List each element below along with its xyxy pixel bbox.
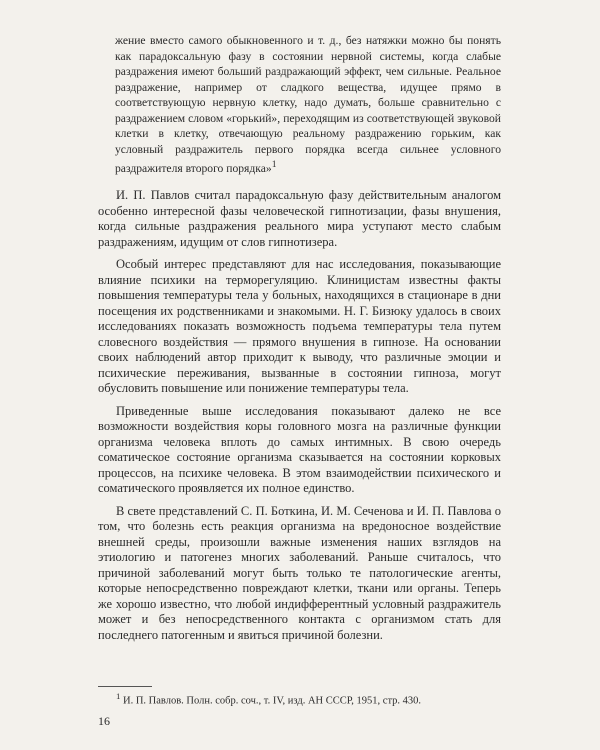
paragraph-pavlov-hypnosis: И. П. Павлов считал парадоксальную фазу действительным аналогом особенно интересной фазы человеческой гипнотизации, фазы внушения, когда сильные раздражения реального мира уступают место слабым раздражениям, идущим от слов гипнотизера. [98, 188, 501, 249]
quote-text: жение вместо самого обыкновенного и т. д., без натяжки можно бы понять как парадоксальную фазу в состоянии нервной системы, когда слабые раздражения имеют больший раздражающий эффект, чем сильные. Реальное раздражение, например от сладкого вещества, идущее прямо в соответствующую нервную клетку, надо думать, больше сравнительно с раздражением словом «горький», переходящим из соответствующей звуковой клетки в клетку, отвечающую реальному раздражению горьким, как условный раздражитель первого порядка всегда сильнее условного раздражителя второго порядка» [115, 34, 501, 175]
footnote-reference: 1 [271, 159, 277, 170]
footnote [98, 690, 501, 708]
paragraph-disease-etiology: В свете представлений С. П. Боткина, И. М. Сеченова и И. П. Павлова о том, что болезнь есть реакция организма на вредоносное воздействие внешней среды, произошли важные изменения наших взглядов на этиологию и патогенез многих заболеваний. Раньше считалось, что причиной заболеваний могут быть только те патологические агенты, которые непосредственно повреждают клетки, ткани или органы. Теперь же хорошо известно, что любой индифферентный условный раздражитель может и без непосредственного контакта с организмом стать для последнего патогенным и явиться причиной болезни. [98, 503, 501, 642]
footnote-text: И. П. Павлов. Полн. собр. соч., т. IV, изд. АН СССР, 1951, стр. 430. [120, 695, 422, 707]
paragraph-cortex-influence: Приведенные выше исследования показывают далеко не все возможности воздействия коры головного мозга на различные функции организма человека вплоть до самых интимных. В свою очередь соматическое состояние организма сказывается на состоянии корковых процессов, на психике человека. В этом взаимодействии психического и соматического проявляется их полное единство. [98, 403, 501, 495]
paragraph-thermoregulation: Особый интерес представляют для нас исследования, показывающие влияние психики на терморегуляцию. Клиницистам известны факты повышения температуры тела у больных, находящихся в стационаре в дни посещения их родственниками и знакомыми. Н. Г. Бизюку удалось в своих исследованиях показать возможность подъема температуры тела путем словесного воздействия — прямого внушения в гипнозе. На основании своих наблюдений автор приходит к выводу, что различные эмоции и психические переживания, вызванные в состоянии гипноза, могут обусловить повышение или понижение температуры тела. [98, 257, 501, 395]
page-number: 16 [98, 714, 110, 728]
main-text [98, 188, 501, 643]
quote-block [115, 33, 501, 176]
footnote-divider [98, 686, 152, 687]
footnote-mark: 1 [116, 691, 121, 701]
